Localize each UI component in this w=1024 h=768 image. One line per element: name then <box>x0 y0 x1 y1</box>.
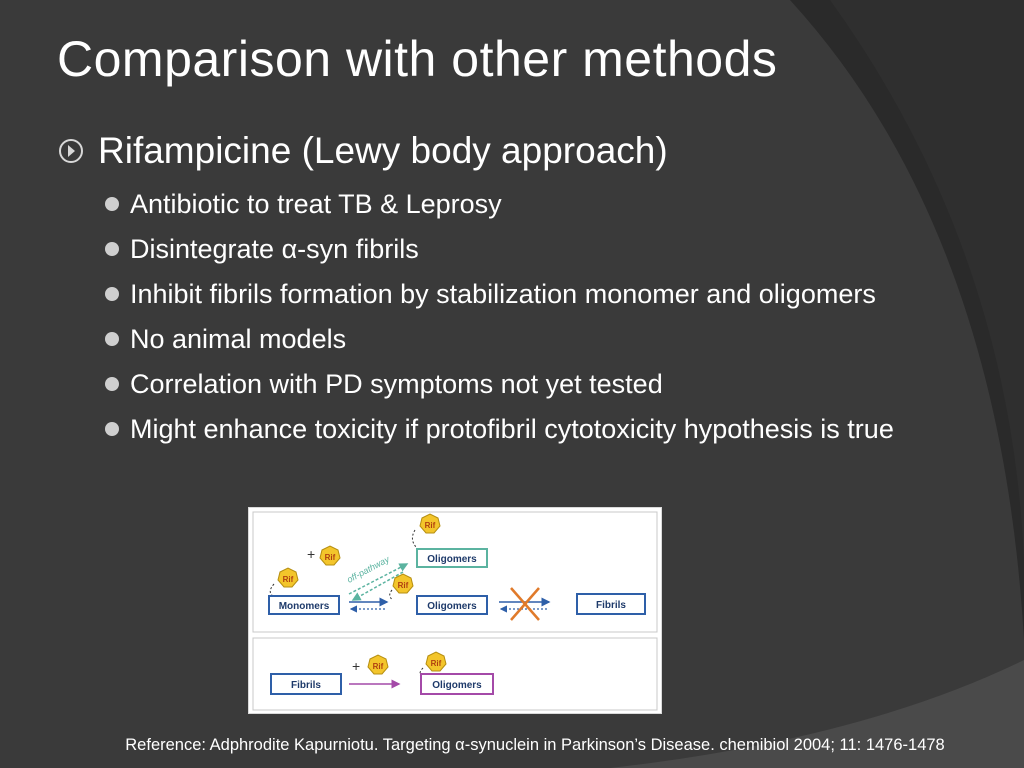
plus-sign: + <box>307 546 316 562</box>
oligomers-top-label: Oligomers <box>427 554 477 565</box>
rif-badge-bottom-bound <box>426 652 446 671</box>
mechanism-figure <box>248 507 662 714</box>
rif-badge-oligomers <box>393 574 413 593</box>
main-bullet-text: Rifampicine (Lewy body approach) <box>98 130 668 171</box>
main-bullet <box>58 130 668 172</box>
binding-arc <box>412 530 417 548</box>
binding-arc <box>270 584 274 596</box>
list-item <box>105 366 985 402</box>
fibrils-label: Fibrils <box>595 600 627 611</box>
slide-title: Comparison with other methods <box>57 31 778 87</box>
list-item-text: Antibiotic to treat TB & Leprosy <box>130 189 502 219</box>
rif-badge-monomers <box>278 568 298 587</box>
reference-citation: Reference: Adphrodite Kapurniotu. Targeting α-synuclein in Parkinson’s Disease. chemibiol 2004; 11: 1476-1478 <box>125 736 945 754</box>
rif-label: Rif <box>430 659 442 668</box>
oligomers-label-bottom: Oligomers <box>432 680 482 691</box>
list-item <box>105 231 985 267</box>
mechanism-diagram <box>249 508 661 713</box>
bullet-dot-icon <box>105 242 119 256</box>
list-item-text: Correlation with PD symptoms not yet tested <box>130 369 663 399</box>
list-item-text: Disintegrate α-syn fibrils <box>130 234 419 264</box>
rif-label: Rif <box>324 553 336 562</box>
bullet-dot-icon <box>105 422 119 436</box>
list-item-text: Might enhance toxicity if protofibril cytotoxicity hypothesis is true <box>130 414 894 444</box>
rif-label: Rif <box>424 521 436 530</box>
list-item-text: Inhibit fibrils formation by stabilization monomer and oligomers <box>130 279 876 309</box>
oligomers-mid-label: Oligomers <box>427 601 477 612</box>
rif-badge-free <box>320 546 340 565</box>
bullet-dot-icon <box>105 197 119 211</box>
circle-arrow-bullet-icon <box>58 138 84 164</box>
rif-badge-bottom-free <box>368 655 388 674</box>
bullet-dot-icon <box>105 332 119 346</box>
plus-sign-bottom: + <box>352 658 361 674</box>
list-item <box>105 276 985 312</box>
monomers-label: Monomers <box>278 601 330 612</box>
list-item-text: No animal models <box>130 324 347 354</box>
rif-label: Rif <box>282 575 294 584</box>
fibrils-label-bottom: Fibrils <box>290 680 322 691</box>
rif-label: Rif <box>372 662 384 671</box>
rif-label: Rif <box>397 581 409 590</box>
binding-arc <box>390 590 393 600</box>
list-item <box>105 186 985 222</box>
sub-bullet-list <box>105 186 985 456</box>
list-item <box>105 411 985 447</box>
rif-badge-top <box>420 514 440 533</box>
list-item <box>105 321 985 357</box>
bullet-dot-icon <box>105 287 119 301</box>
bullet-dot-icon <box>105 377 119 391</box>
off-pathway-label: off-pathway <box>345 554 392 585</box>
